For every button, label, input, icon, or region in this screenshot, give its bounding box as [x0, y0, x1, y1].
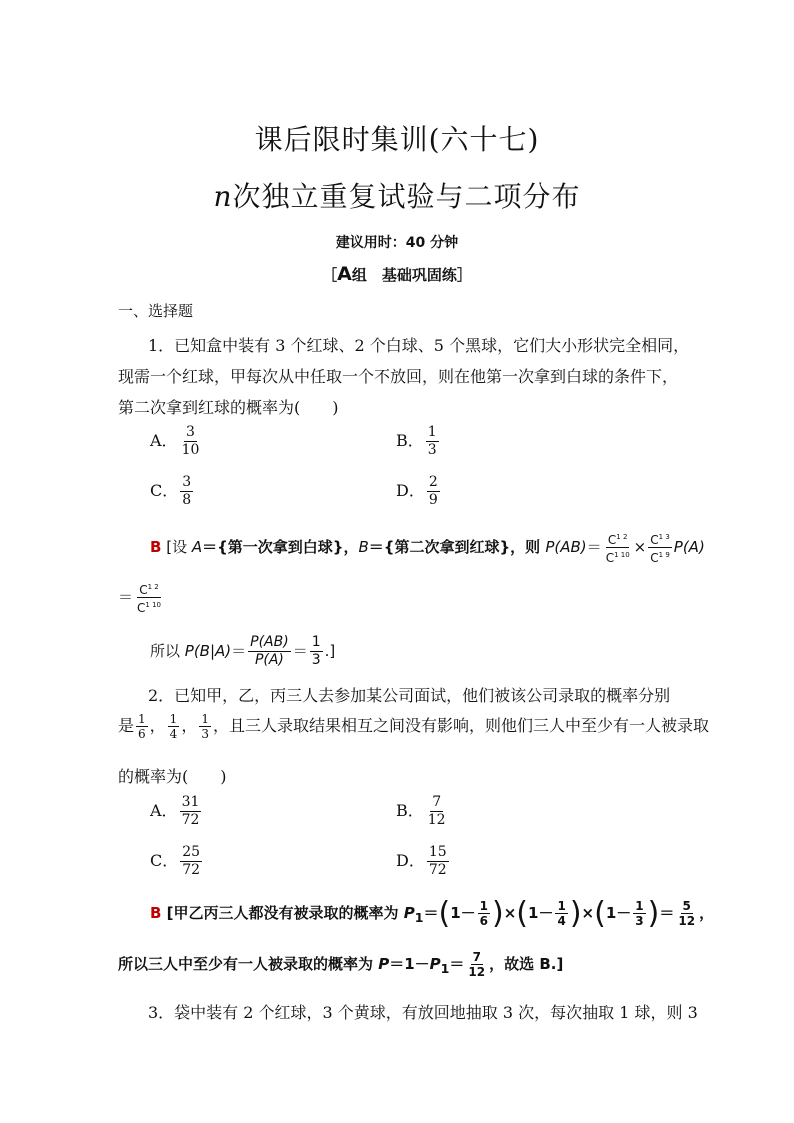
q1-line1: 1．已知盒中装有 3 个红球、2 个白球、5 个黑球，它们大小形状完全相同， — [148, 336, 690, 355]
combination-index: 1 2 — [616, 533, 628, 541]
fraction-numerator: 1 — [138, 712, 146, 726]
q2-line2 — [118, 712, 709, 741]
fraction-numerator: 7 — [432, 794, 442, 810]
combination-symbol: C — [605, 551, 615, 565]
paren: ) — [647, 896, 660, 931]
fraction-denominator: 72 — [428, 862, 447, 878]
fraction-denominator: 12 — [427, 812, 446, 828]
solution-var: P — [378, 955, 390, 973]
comma: ， — [181, 716, 198, 735]
q2-answer-letter: B — [150, 904, 162, 922]
combination-index: 1 2 — [147, 583, 159, 591]
fraction-numerator: 1 — [311, 634, 321, 650]
fraction-denominator: 3 — [311, 652, 321, 668]
option-label: A． — [150, 801, 178, 820]
combination-symbol: C — [650, 551, 659, 565]
fraction — [633, 899, 645, 928]
solution-var: P — [403, 904, 415, 922]
fraction-numerator: 7 — [472, 950, 481, 964]
q1-option-c — [150, 474, 195, 509]
option-fraction — [427, 844, 449, 879]
q2-option-c — [150, 844, 204, 879]
times-sign: × — [581, 904, 595, 922]
q1-line2: 现需一个红球，甲每次从中任取一个不放回，则在他第一次拿到白球的条件下， — [118, 367, 679, 386]
fraction-numerator: 1 — [201, 712, 209, 726]
solution-var: P(B|A) — [184, 642, 232, 660]
probability-fraction — [136, 712, 148, 741]
fraction-numerator: 31 — [181, 794, 200, 810]
solution-text: .] — [324, 642, 336, 660]
times-sign: × — [503, 904, 517, 922]
fraction-denominator: 4 — [169, 727, 178, 741]
fraction-numerator: 1 — [169, 712, 178, 726]
title-variable: n — [213, 180, 233, 213]
option-fraction — [426, 424, 439, 459]
group-header — [0, 263, 794, 285]
solution-text: 1－ — [450, 904, 476, 922]
q2-solution-line2 — [118, 950, 563, 979]
fraction-denominator: 3 — [201, 727, 209, 741]
page-title: 课后限时集训(六十七) — [254, 123, 540, 156]
fraction-denominator: 9 — [428, 492, 438, 508]
q1-option-a — [150, 424, 203, 459]
group-bracket-open: ［ — [322, 266, 338, 284]
q1-option-d — [396, 474, 442, 509]
subscript: 1 — [414, 910, 424, 925]
comma: ， — [149, 716, 166, 735]
fraction-numerator: 3 — [182, 474, 192, 490]
solution-var: P(AB) — [545, 538, 587, 556]
times-sign: × — [633, 538, 647, 556]
fraction-numerator: 2 — [428, 474, 438, 490]
fraction-numerator — [606, 530, 630, 548]
fraction-result — [466, 950, 487, 979]
fraction-c3-c9 — [648, 530, 672, 565]
solution-var: B — [358, 538, 369, 556]
fraction-denominator — [604, 548, 632, 565]
fraction-c2-c10 — [135, 580, 163, 615]
paren: ) — [492, 896, 504, 931]
fraction — [478, 899, 490, 928]
fraction-numerator: 1 — [635, 899, 644, 913]
option-fraction — [180, 794, 202, 829]
combination-symbol: C — [137, 601, 146, 615]
fraction-denominator: 12 — [678, 914, 696, 928]
q1-answer-letter: B — [150, 538, 162, 556]
q1-solution-line2 — [118, 580, 165, 615]
solution-var: P(A) — [673, 538, 705, 556]
page-subtitle — [0, 175, 794, 215]
solution-var: P — [429, 955, 441, 973]
fraction-numerator: 25 — [182, 844, 201, 860]
combination-symbol: C — [607, 533, 617, 547]
group-label: 组 基础巩固练 — [351, 266, 457, 284]
fraction-numerator: 1 — [479, 899, 488, 913]
paren: ( — [594, 896, 606, 931]
paren: ) — [569, 896, 582, 931]
equals-sign: ＝ — [231, 642, 247, 660]
combination-index: 1 3 — [658, 533, 670, 541]
solution-text: 1－ — [528, 904, 554, 922]
option-label: C． — [150, 851, 179, 870]
option-fraction — [180, 844, 202, 879]
fraction-numerator: 1 — [427, 424, 437, 440]
fraction-result — [310, 634, 323, 669]
fraction-denominator: 4 — [557, 914, 566, 928]
solution-text: 所以 — [150, 642, 185, 660]
fraction-denominator: 12 — [468, 965, 486, 979]
q2-option-d — [396, 844, 451, 879]
comma: ， — [699, 904, 715, 922]
fraction-denominator — [648, 548, 672, 565]
fraction-numerator: P(AB) — [250, 634, 289, 650]
option-fraction — [180, 474, 193, 509]
fraction-denominator: 72 — [181, 812, 200, 828]
fraction-numerator: 15 — [428, 844, 447, 860]
fraction-denominator: P(A) — [254, 652, 284, 668]
equals-sign: ＝ — [423, 904, 439, 922]
fraction-denominator: 8 — [182, 492, 192, 508]
fraction-denominator: 6 — [138, 727, 146, 741]
suggested-time: 建议用时：40 分钟 — [335, 235, 459, 251]
title-text: 次独立重复试验与二项分布 — [232, 180, 581, 213]
option-label: B． — [396, 431, 424, 450]
fraction-denominator: 3 — [427, 442, 437, 458]
solution-text: ＝1－ — [389, 955, 430, 973]
option-label: C． — [150, 481, 179, 500]
option-fraction — [426, 794, 448, 829]
fraction-numerator: 1 — [557, 899, 566, 913]
option-fraction — [427, 474, 440, 509]
q1-solution-line3 — [150, 634, 335, 669]
fraction-c2-c10 — [604, 530, 632, 565]
probability-fraction — [199, 712, 211, 741]
combination-symbol: C — [650, 533, 659, 547]
option-fraction — [180, 424, 202, 459]
solution-text: ＝{第二次拿到红球}，则 — [368, 538, 546, 556]
equals-sign: ＝ — [659, 904, 675, 922]
q1-option-b — [396, 424, 441, 459]
group-bracket-close: ］ — [456, 266, 472, 284]
solution-text: [甲乙丙三人都没有被录取的概率为 — [166, 904, 404, 922]
subscript: 1 — [440, 961, 450, 976]
q2-line3: 的概率为( ) — [118, 767, 227, 786]
q1-line3: 第二次拿到红球的概率为( ) — [118, 398, 339, 417]
fraction-denominator: 10 — [181, 442, 200, 458]
fraction-numerator — [137, 580, 161, 598]
probability-fraction — [168, 712, 180, 741]
equals-sign: ＝ — [118, 588, 134, 606]
solution-text: ＝ — [586, 538, 602, 556]
equals-sign: ＝ — [292, 642, 308, 660]
paren: ( — [516, 896, 529, 931]
fraction-numerator: 3 — [186, 424, 195, 440]
q2-solution-line1 — [150, 896, 714, 931]
question-text: 是 — [118, 716, 135, 735]
equals-sign: ＝ — [449, 955, 465, 973]
q2-option-a — [150, 794, 203, 829]
fraction-denominator: 3 — [635, 914, 644, 928]
solution-var: A — [191, 538, 203, 556]
fraction-denominator — [135, 598, 163, 615]
fraction-denominator: 72 — [182, 862, 201, 878]
combination-symbol: C — [139, 583, 148, 597]
q2-line1: 2．已知甲，乙，丙三人去参加某公司面试，他们被该公司录取的概率分别 — [148, 686, 671, 705]
option-label: D． — [396, 481, 425, 500]
fraction-result — [676, 899, 697, 928]
combination-index: 1 9 — [658, 551, 670, 559]
q1-solution-line1 — [150, 530, 705, 565]
solution-text: 1－ — [605, 904, 632, 922]
solution-text: [设 — [166, 538, 192, 556]
fraction-denominator: 6 — [479, 914, 488, 928]
fraction-pab-pa — [248, 634, 291, 669]
question-text: ，且三人录取结果相互之间没有影响，则他们三人中至少有一人被录取 — [212, 716, 709, 735]
section-heading: 一、选择题 — [118, 302, 194, 320]
combination-index: 1 10 — [145, 601, 161, 609]
q3-line1: 3．袋中装有 2 个红球，3 个黄球，有放回地抽取 3 次，每次抽取 1 球，则 3 — [148, 1003, 698, 1022]
q2-option-b — [396, 794, 450, 829]
solution-text: ，故选 B.] — [489, 955, 564, 973]
group-letter: A — [337, 263, 352, 285]
fraction-numerator — [648, 530, 672, 548]
fraction — [555, 899, 567, 928]
option-label: B． — [396, 801, 424, 820]
paren: ( — [438, 896, 451, 931]
option-label: A． — [150, 431, 178, 450]
solution-text: 所以三人中至少有一人被录取的概率为 — [118, 955, 379, 973]
option-label: D． — [396, 851, 425, 870]
fraction-numerator: 5 — [682, 899, 691, 913]
combination-index: 1 10 — [614, 551, 630, 559]
solution-text: ＝{第一次拿到白球}， — [202, 538, 359, 556]
